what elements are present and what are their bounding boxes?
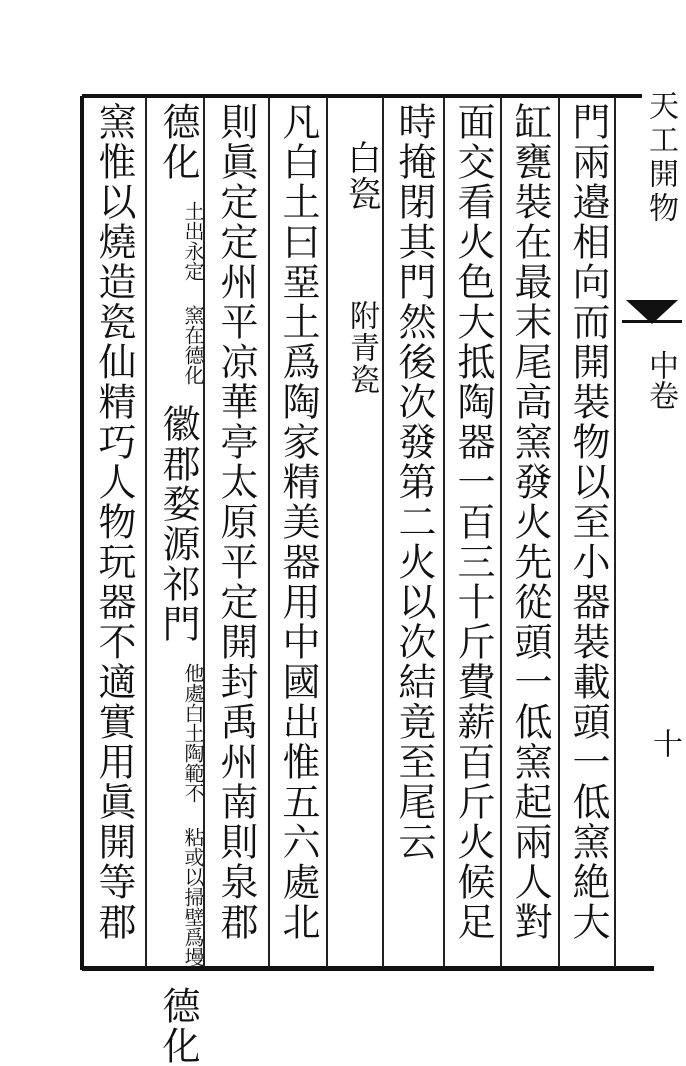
column-rule <box>443 97 445 967</box>
text-column-6: 凡白土曰堊土爲陶家精美器用中國出惟五六處北 <box>276 102 320 942</box>
column-rule <box>614 97 616 967</box>
note-2-left: 粘或以掃壁爲墁 <box>181 827 205 967</box>
text-column-3: 面交看火色大抵陶器一百三十斤費薪百斤火候足 <box>451 102 495 942</box>
note-1-left: 窯在德化 <box>181 305 205 385</box>
interlinear-note-2 <box>180 663 206 967</box>
text-column-7: 則眞定定州平凉華亭太原平定開封禹州南則泉郡 <box>214 102 258 942</box>
fore-edge-title: 天工開物 <box>643 90 678 226</box>
column-rule <box>558 97 560 967</box>
column-rule <box>268 97 270 967</box>
frame-left-border <box>80 96 84 970</box>
text-column-1: 門兩邉相向而開裝物以至小器裝載頭一低窯絶大 <box>566 102 610 942</box>
heading-title: 白瓷 <box>341 140 381 212</box>
text-column-8 <box>150 102 206 1066</box>
column-rule <box>500 97 502 967</box>
note-2-right: 他處白土陶範不 <box>181 663 205 803</box>
fore-edge-page-number: 十 <box>647 728 682 758</box>
column-8-text-a: 德化 <box>156 102 200 182</box>
fore-edge-volume: 中卷 <box>643 350 678 410</box>
heading-subtitle: 附青瓷 <box>344 300 379 396</box>
text-column-2: 缸甕裝在最末尾高窯發火先從頭一低窯起兩人對 <box>508 102 552 942</box>
fore-edge-rule <box>622 320 682 323</box>
section-heading <box>330 140 386 1002</box>
column-8-text-b: 徽郡婺源祁門 <box>156 404 200 644</box>
interlinear-note-1 <box>180 201 206 385</box>
column-rule <box>326 97 328 967</box>
column-8-text-c: 德化 <box>156 986 200 1066</box>
column-rule <box>145 97 147 967</box>
note-1-right: 土出永定 <box>181 201 205 281</box>
text-column-4: 時掩閉其門然後次發第二火以次結竟至尾云 <box>392 102 436 862</box>
text-column-9: 窯惟以燒造瓷仙精巧人物玩器不適實用眞開等郡 <box>92 102 136 942</box>
